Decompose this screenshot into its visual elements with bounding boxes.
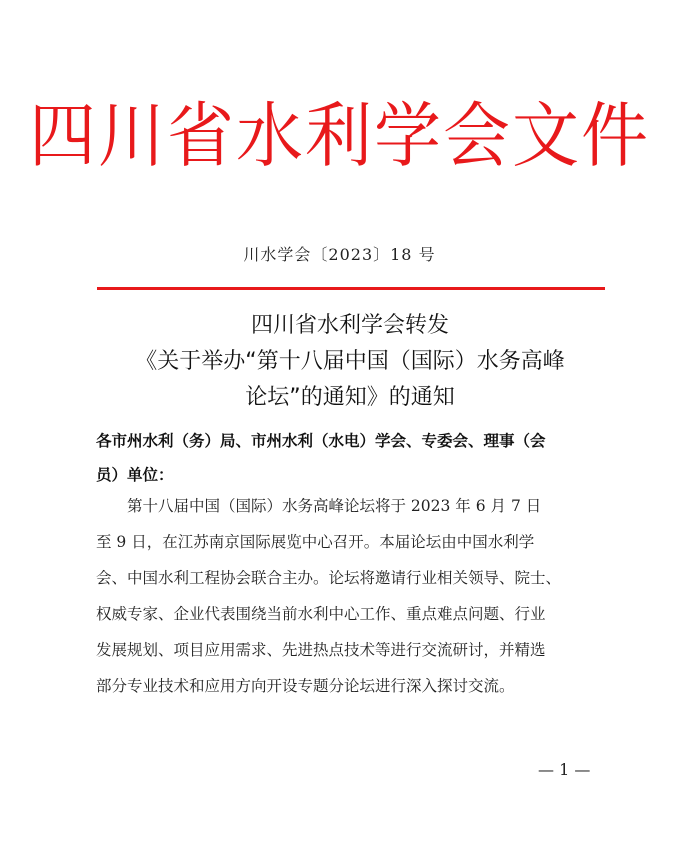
body-paragraph bbox=[96, 488, 608, 704]
body-line: 会、中国水利工程协会联合主办。论坛将邀请行业相关领导、院士、 bbox=[96, 569, 562, 587]
issuer-header: 四川省水利学会文件 bbox=[29, 95, 650, 177]
document-number: 川水学会〔2023〕18 号 bbox=[243, 245, 436, 264]
body-line: 至 9 日，在江苏南京国际展览中心召开。本届论坛由中国水利学 bbox=[96, 533, 535, 551]
page-number: — 1 — bbox=[538, 760, 591, 779]
title-line: 《关于举办“第十八届中国（国际）水务高峰 bbox=[135, 349, 565, 374]
recipients-salutation bbox=[96, 424, 608, 492]
document-title bbox=[90, 308, 610, 416]
body-line: 部分专业技术和应用方向开设专题分论坛进行深入探讨交流。 bbox=[96, 677, 515, 695]
recipient-line: 各市州水利（务）局、市州水利（水电）学会、专委会、理事（会 bbox=[96, 432, 546, 450]
body-line: 发展规划、项目应用需求、先进热点技术等进行交流研讨，并精选 bbox=[96, 641, 546, 659]
recipient-line: 员）单位： bbox=[96, 466, 174, 484]
title-line: 论坛”的通知》的通知 bbox=[245, 385, 455, 410]
title-line: 四川省水利学会转发 bbox=[250, 313, 449, 338]
red-divider-line bbox=[97, 287, 605, 290]
body-line: 第十八届中国（国际）水务高峰论坛将于 2023 年 6 月 7 日 bbox=[127, 497, 542, 515]
body-line: 权威专家、企业代表围绕当前水利中心工作、重点难点问题、行业 bbox=[96, 605, 546, 623]
